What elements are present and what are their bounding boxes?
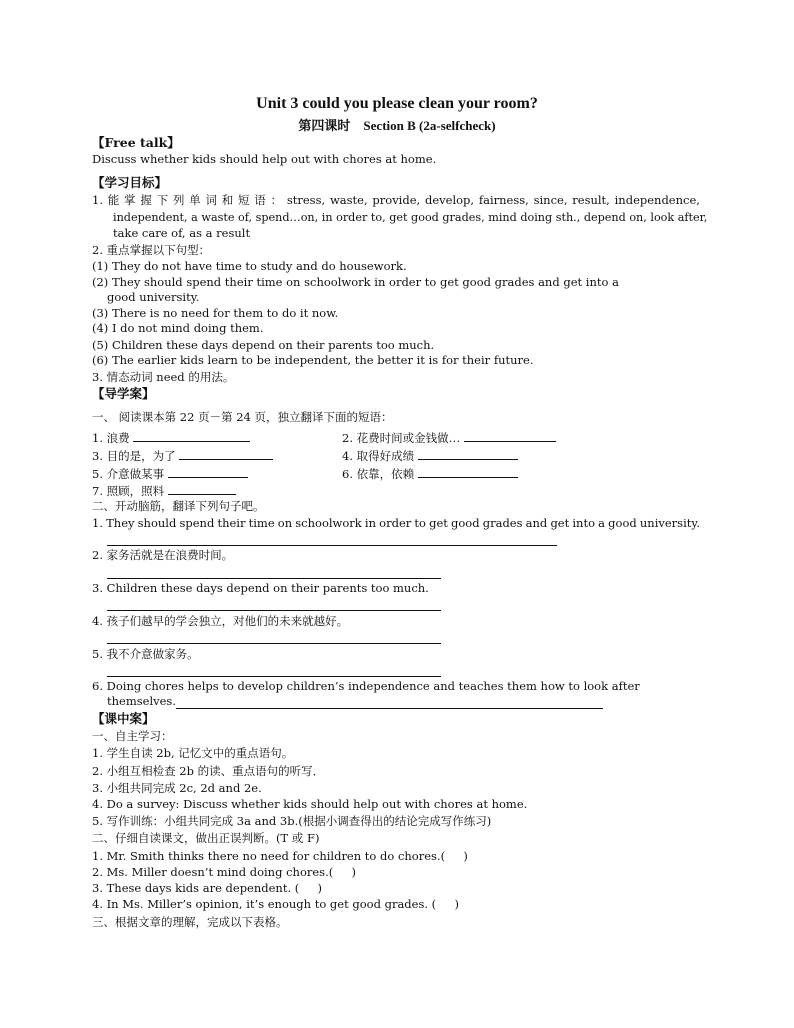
answer-line[interactable] (176, 708, 603, 709)
class-item: 2. 小组互相检查 2b 的读、重点语句的听写． (92, 764, 325, 778)
answer-blank[interactable] (179, 447, 273, 460)
page-subtitle: 第四课时 Section B (2a-selfcheck) (298, 118, 496, 133)
true-false-item: 3. These days kids are dependent. ( ) (92, 881, 323, 895)
true-false-item: 4. In Ms. Miller’s opinion, it’s enough to get good grades. ( ) (92, 897, 459, 911)
translate-question-2: 2. 家务活就是在浪费时间。 (92, 548, 234, 562)
goal-sentence-continued: good university. (107, 290, 200, 304)
translate-question-6: 6. Doing chores helps to develop children’s independence and teaches them how to look after (92, 679, 640, 693)
class-heading: 【课中案】 (92, 711, 155, 726)
goals-item-1-line1: 1. 能 掌 握 下 列 单 词 和 短 语 ： stress, waste, provide, develop, fairness, since, result, independence, (92, 193, 700, 207)
answer-line[interactable] (107, 545, 557, 546)
phrase-item: 7. 照顾，照料 (92, 482, 236, 499)
goal-sentence: (5) Children these days depend on their parents too much. (92, 338, 435, 352)
phrase-item: 4. 取得好成绩 (342, 447, 518, 464)
goal-sentence: (3) There is no need for them to do it now. (92, 306, 339, 320)
translate-question-3: 3. Children these days depend on their parents too much. (92, 581, 429, 595)
answer-blank[interactable] (418, 465, 518, 478)
translate-question-5: 5. 我不介意做家务。 (92, 647, 199, 661)
goals-item-3: 3. 情态动词 need 的用法。 (92, 370, 235, 384)
class-part-2: 二、仔细自读课文，做出正误判断。(T 或 F) (92, 831, 320, 845)
guide-heading: 【导学案】 (92, 386, 155, 401)
answer-blank[interactable] (133, 429, 250, 442)
goals-item-2: 2. 重点掌握以下句型： (92, 243, 211, 257)
class-part-3: 三、根据文章的理解，完成以下表格。 (92, 915, 288, 929)
class-item: 5. 写作训练：小组共同完成 3a and 3b.(根据小调查得出的结论完成写作练习) (92, 814, 492, 828)
true-false-item: 2. Ms. Miller doesn’t mind doing chores.( ) (92, 865, 356, 879)
translate-question-1: 1. They should spend their time on schoolwork in order to get good grades and get into a good university. (92, 516, 700, 530)
answer-line[interactable] (107, 643, 441, 644)
class-item: 4. Do a survey: Discuss whether kids should help out with chores at home. (92, 797, 528, 811)
goals-item-1-line3: take care of, as a result (113, 226, 251, 240)
class-item: 3. 小组共同完成 2c, 2d and 2e. (92, 781, 262, 795)
true-false-item: 1. Mr. Smith thinks there no need for children to do chores.( ) (92, 849, 468, 863)
goal-sentence: (6) The earlier kids learn to be independent, the better it is for their future. (92, 353, 534, 367)
free-talk-text: Discuss whether kids should help out with chores at home. (92, 152, 437, 166)
goal-sentence: (1) They do not have time to study and do housework. (92, 259, 407, 273)
phrase-item: 1. 浪费 (92, 429, 250, 446)
phrase-item: 6. 依靠，依赖 (342, 465, 518, 482)
answer-line[interactable] (107, 578, 441, 579)
phrase-item: 5. 介意做某事 (92, 465, 248, 482)
class-part-1: 一、自主学习： (92, 729, 173, 743)
answer-line[interactable] (107, 676, 441, 677)
guide-part-1: 一、 阅读课本第 22 页－第 24 页，独立翻译下面的短语： (92, 410, 393, 424)
answer-blank[interactable] (168, 465, 248, 478)
translate-question-4: 4. 孩子们越早的学会独立，对他们的未来就越好。 (92, 614, 349, 628)
free-talk-heading: 【Free talk】 (92, 135, 180, 150)
answer-blank[interactable] (464, 429, 556, 442)
answer-blank[interactable] (168, 482, 236, 495)
guide-part-2: 二、开动脑筋，翻译下列句子吧。 (92, 499, 265, 513)
answer-blank[interactable] (418, 447, 518, 460)
class-item: 1. 学生自读 2b, 记忆文中的重点语句。 (92, 746, 294, 760)
goals-item-1-line2: independent, a waste of, spend…on, in order to, get good grades, mind doing sth., depend on, look after, (113, 211, 708, 224)
goals-heading: 【学习目标】 (92, 175, 168, 190)
phrase-item: 2. 花费时间或金钱做… (342, 429, 556, 446)
phrase-item: 3. 目的是，为了 (92, 447, 273, 464)
page-title: Unit 3 could you please clean your room? (256, 95, 538, 112)
translate-question-6-continued: themselves. (107, 694, 176, 708)
goal-sentence: (2) They should spend their time on schoolwork in order to get good grades and get into a (92, 275, 619, 289)
goal-sentence: (4) I do not mind doing them. (92, 321, 264, 335)
answer-line[interactable] (107, 610, 441, 611)
